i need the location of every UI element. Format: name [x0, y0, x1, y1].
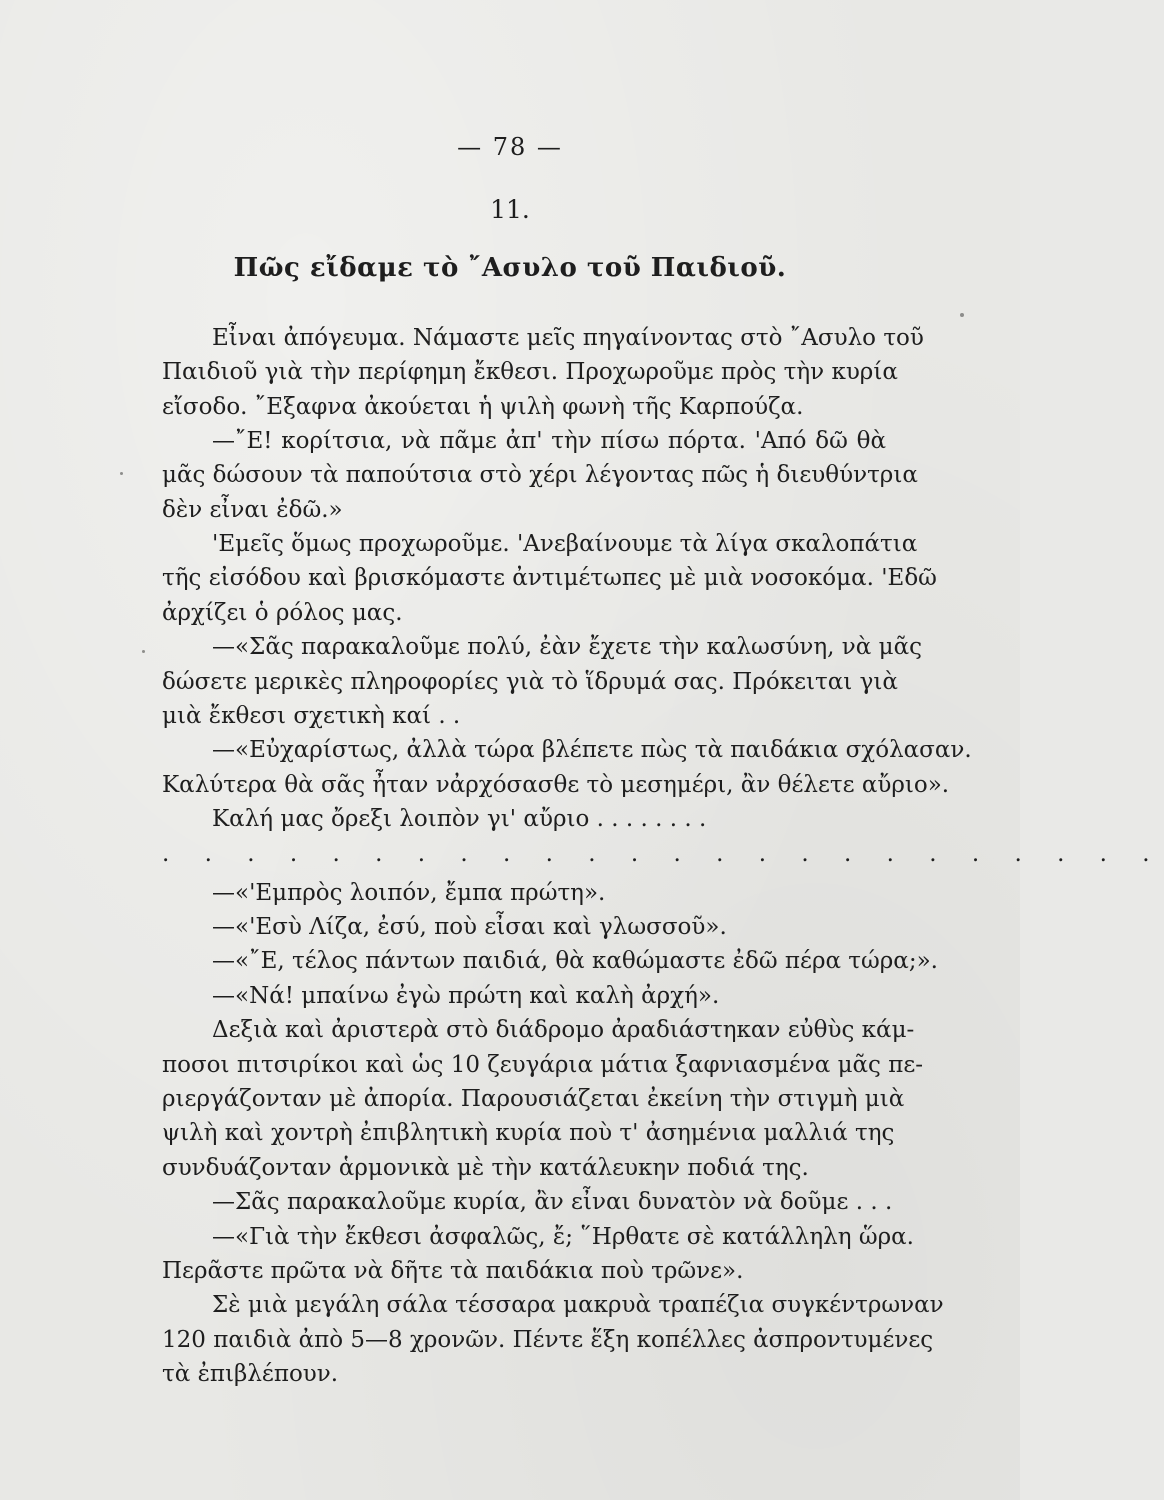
- text-line: 120 παιδιὰ ἀπὸ 5—8 χρονῶν. Πέντε ἕξη κοπέλλες ἀσπροντυμένες: [162, 1327, 934, 1353]
- text-line: —«Νά! μπαίνω ἐγὼ πρώτη καὶ καλὴ ἀρχή».: [212, 983, 720, 1009]
- text-line: —«Σᾶς παρακαλοῦμε πολύ, ἐὰν ἔχετε τὴν καλωσύνη, νὰ μᾶς: [212, 634, 922, 660]
- text-line: δώσετε μερικὲς πληροφορίες γιὰ τὸ ἵδρυμά σας. Πρόκειται γιὰ: [162, 669, 898, 695]
- text-line: —«῎Ε, τέλος πάντων παιδιά, θὰ καθώμαστε ἐδῶ πέρα τώρα;».: [212, 948, 938, 974]
- dotted-separator: . . . . . . . . . . . . . . . . . . . . . . . .: [162, 841, 1164, 867]
- text-line: μιὰ ἔκθεσι σχετικὴ καί . .: [162, 703, 461, 729]
- text-line: —«'Εμπρὸς λοιπόν, ἔμπα πρώτη».: [212, 880, 606, 906]
- text-line: ριεργάζονταν μὲ ἀπορία. Παρουσιάζεται ἐκείνη τὴν στιγμὴ μιὰ: [162, 1086, 905, 1112]
- paper-speck: [120, 472, 123, 475]
- text-line: —῎Ε! κορίτσια, νὰ πᾶμε ἀπ' τὴν πίσω πόρτα. 'Από δῶ θὰ: [212, 428, 886, 454]
- text-line: τὰ ἐπιβλέπουν.: [162, 1361, 339, 1387]
- text-line: μᾶς δώσουν τὰ παπούτσια στὸ χέρι λέγοντας πῶς ἡ διευθύντρια: [162, 462, 918, 488]
- paper-speck: [960, 313, 964, 317]
- paper-speck: [142, 650, 145, 653]
- text-line: —«'Εσὺ Λίζα, ἐσύ, ποὺ εἶσαι καὶ γλωσσοῦ».: [212, 914, 727, 940]
- text-line: Περᾶστε πρῶτα νὰ δῆτε τὰ παιδάκια ποὺ τρῶνε».: [162, 1258, 744, 1284]
- chapter-title: Πῶς εἴδαμε τὸ ῎Ασυλο τοῦ Παιδιοῦ.: [233, 253, 787, 283]
- text-line: ποσοι πιτσιρίκοι καὶ ὡς 10 ζευγάρια μάτια ξαφνιασμένα μᾶς πε-: [162, 1052, 924, 1078]
- text-line: Παιδιοῦ γιὰ τὴν περίφημη ἔκθεσι. Προχωροῦμε πρὸς τὴν κυρία: [162, 359, 898, 385]
- text-line: ἀρχίζει ὁ ρόλος μας.: [162, 600, 403, 626]
- text-line: Σὲ μιὰ μεγάλη σάλα τέσσαρα μακρυὰ τραπέζια συγκέντρωναν: [212, 1292, 944, 1318]
- text-line: Εἶναι ἀπόγευμα. Νάμαστε μεῖς πηγαίνοντας στὸ ῎Ασυλο τοῦ: [212, 325, 924, 351]
- text-line: Καλύτερα θὰ σᾶς ἦταν νἀρχόσασθε τὸ μεσημέρι, ἂν θέλετε αὔριο».: [162, 772, 950, 798]
- text-line: δὲν εἶναι ἐδῶ.»: [162, 497, 343, 523]
- text-line: —«Γιὰ τὴν ἔκθεσι ἀσφαλῶς, ἔ; ῞Ηρθατε σὲ κατάλληλη ὥρα.: [212, 1224, 914, 1250]
- text-line: —«Εὐχαρίστως, ἀλλὰ τώρα βλέπετε πὼς τὰ παιδάκια σχόλασαν.: [212, 737, 972, 763]
- text-line: συνδυάζονταν ἁρμονικὰ μὲ τὴν κατάλευκην ποδιά της.: [162, 1155, 809, 1181]
- page-number: — 78 —: [457, 133, 563, 161]
- text-line: εἴσοδο. ῎Εξαφνα ἀκούεται ἡ ψιλὴ φωνὴ τῆς Καρπούζα.: [162, 394, 804, 420]
- text-line: —Σᾶς παρακαλοῦμε κυρία, ἂν εἶναι δυνατὸν νὰ δοῦμε . . .: [212, 1189, 893, 1215]
- text-line: 'Εμεῖς ὅμως προχωροῦμε. 'Ανεβαίνουμε τὰ λίγα σκαλοπάτια: [212, 531, 918, 557]
- text-line: ψιλὴ καὶ χοντρὴ ἐπιβλητικὴ κυρία ποὺ τ' ἀσημένια μαλλιά της: [162, 1120, 895, 1146]
- text-line: Καλή μας ὄρεξι λοιπὸν γι' αὔριο . . . . . . . .: [212, 806, 707, 832]
- text-line: Δεξιὰ καὶ ἀριστερὰ στὸ διάδρομο ἀραδιάστηκαν εὐθὺς κάμ-: [212, 1017, 915, 1043]
- chapter-number: 11.: [490, 195, 530, 224]
- text-line: τῆς εἰσόδου καὶ βρισκόμαστε ἀντιμέτωπες μὲ μιὰ νοσοκόμα. 'Εδῶ: [162, 565, 937, 591]
